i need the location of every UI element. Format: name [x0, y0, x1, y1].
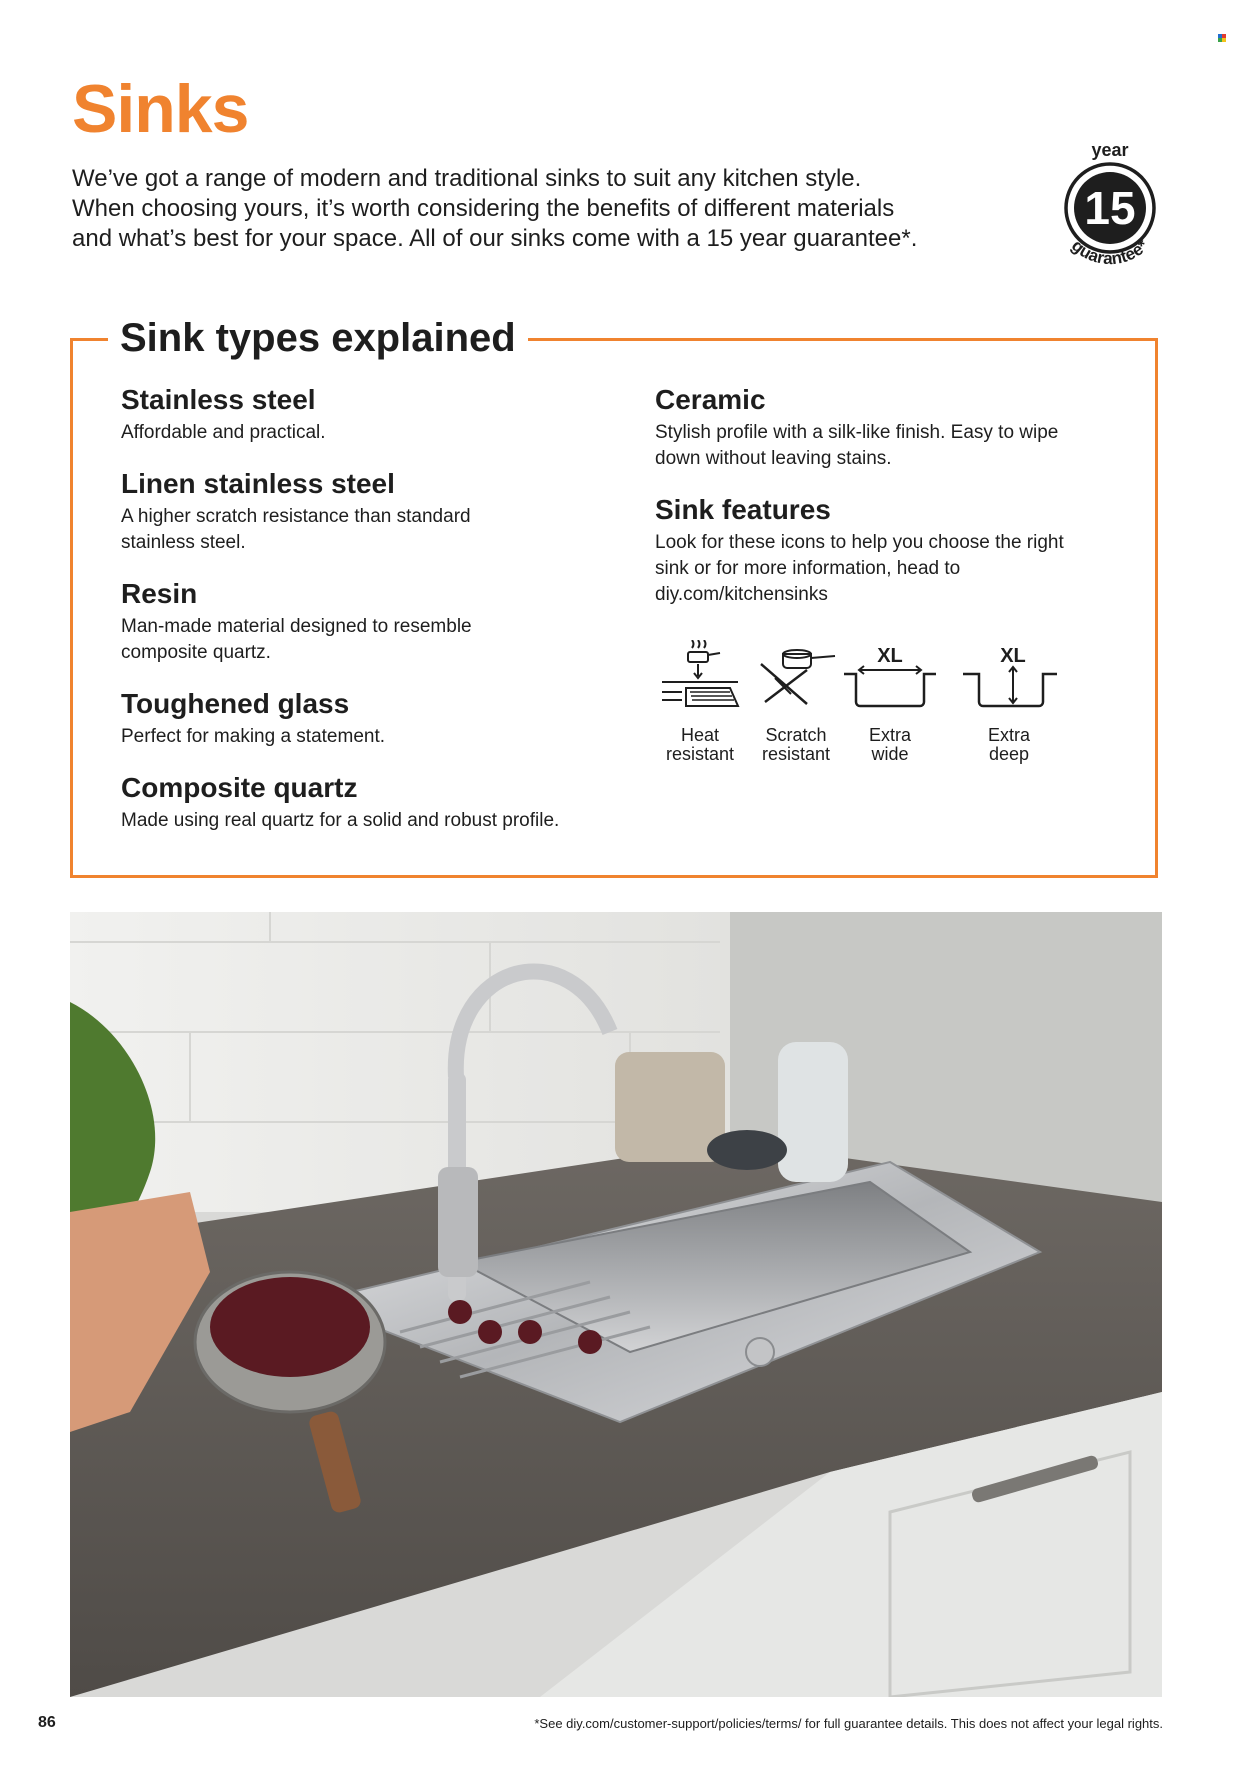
feature-xl-badge: XL	[877, 645, 903, 667]
feature-extra-wide	[840, 640, 940, 764]
scratch-resistant-icon	[751, 640, 841, 720]
sink-features-title: Sink features	[655, 494, 831, 525]
feature-xl-badge: XL	[1000, 645, 1026, 667]
panel-title: Sink types explained	[108, 316, 528, 361]
sink-features-section	[655, 494, 1085, 608]
sink-type-desc: A higher scratch resistance than standard stainless steel.	[121, 506, 471, 553]
badge-top-text: year	[1091, 144, 1129, 160]
sink-type-name: Resin	[121, 578, 198, 609]
sink-type-desc: Man-made material designed to resemble composite quartz.	[121, 616, 472, 663]
sink-type-linen-stainless-steel	[121, 468, 541, 556]
footnote: *See diy.com/customer-support/policies/terms/ for full guarantee details. This does not affect your legal rights.	[534, 1716, 1163, 1731]
extra-deep-icon	[959, 640, 1059, 720]
feature-label-line2: deep	[988, 744, 1030, 764]
feature-label-line2: resistant	[665, 744, 735, 764]
page-number: 86	[38, 1714, 56, 1731]
sink-type-stainless-steel	[121, 384, 641, 446]
sink-type-desc: Stylish profile with a silk-like finish. Easy to wipe down without leaving stains.	[655, 422, 1059, 469]
feature-label-line1: Heat	[680, 725, 720, 745]
sink-type-name: Composite quartz	[121, 772, 358, 803]
sink-type-desc: Made using real quartz for a solid and robust profile.	[121, 810, 560, 831]
feature-extra-deep	[954, 640, 1064, 764]
feature-label-line2: resistant	[761, 744, 831, 764]
sink-type-name: Linen stainless steel	[121, 468, 395, 499]
heat-resistant-icon	[658, 640, 742, 720]
sink-type-composite-quartz	[121, 772, 641, 834]
sink-type-desc: Affordable and practical.	[121, 422, 326, 443]
brand-logo-mark	[1218, 34, 1226, 42]
sink-type-desc: Perfect for making a statement.	[121, 726, 386, 747]
kitchen-sink-photo	[70, 912, 1162, 1697]
feature-scratch-resistant	[746, 640, 846, 764]
feature-label-line1: Scratch	[765, 725, 827, 745]
badge-bottom-text: guarantee*	[1067, 235, 1153, 269]
sink-type-toughened-glass	[121, 688, 641, 750]
sink-type-name: Toughened glass	[121, 688, 350, 719]
sink-features-desc: Look for these icons to help you choose the right sink or for more information, head to diy.com/kitchensinks	[655, 532, 1064, 605]
intro-line: We’ve got a range of modern and traditional sinks to suit any kitchen style.	[72, 165, 862, 192]
feature-label-line2: wide	[871, 744, 909, 764]
feature-icons	[650, 640, 1080, 770]
feature-label-line1: Extra	[987, 725, 1030, 745]
intro-text	[72, 164, 972, 254]
intro-line: and what’s best for your space. All of our sinks come with a 15 year guarantee*.	[72, 225, 918, 252]
badge-number: 15	[1084, 182, 1136, 234]
extra-wide-icon	[840, 640, 940, 720]
feature-label-line1: Extra	[868, 725, 911, 745]
sink-type-resin	[121, 578, 541, 666]
guarantee-badge	[1050, 144, 1170, 270]
intro-line: When choosing yours, it’s worth considering the benefits of different materials	[72, 195, 895, 222]
sink-type-name: Stainless steel	[121, 384, 316, 415]
sink-type-ceramic	[655, 384, 1075, 472]
page-title: Sinks	[72, 71, 249, 147]
sink-type-name: Ceramic	[655, 384, 766, 415]
feature-heat-resistant	[650, 640, 750, 764]
kitchen-sink-illustration	[70, 912, 1162, 1697]
